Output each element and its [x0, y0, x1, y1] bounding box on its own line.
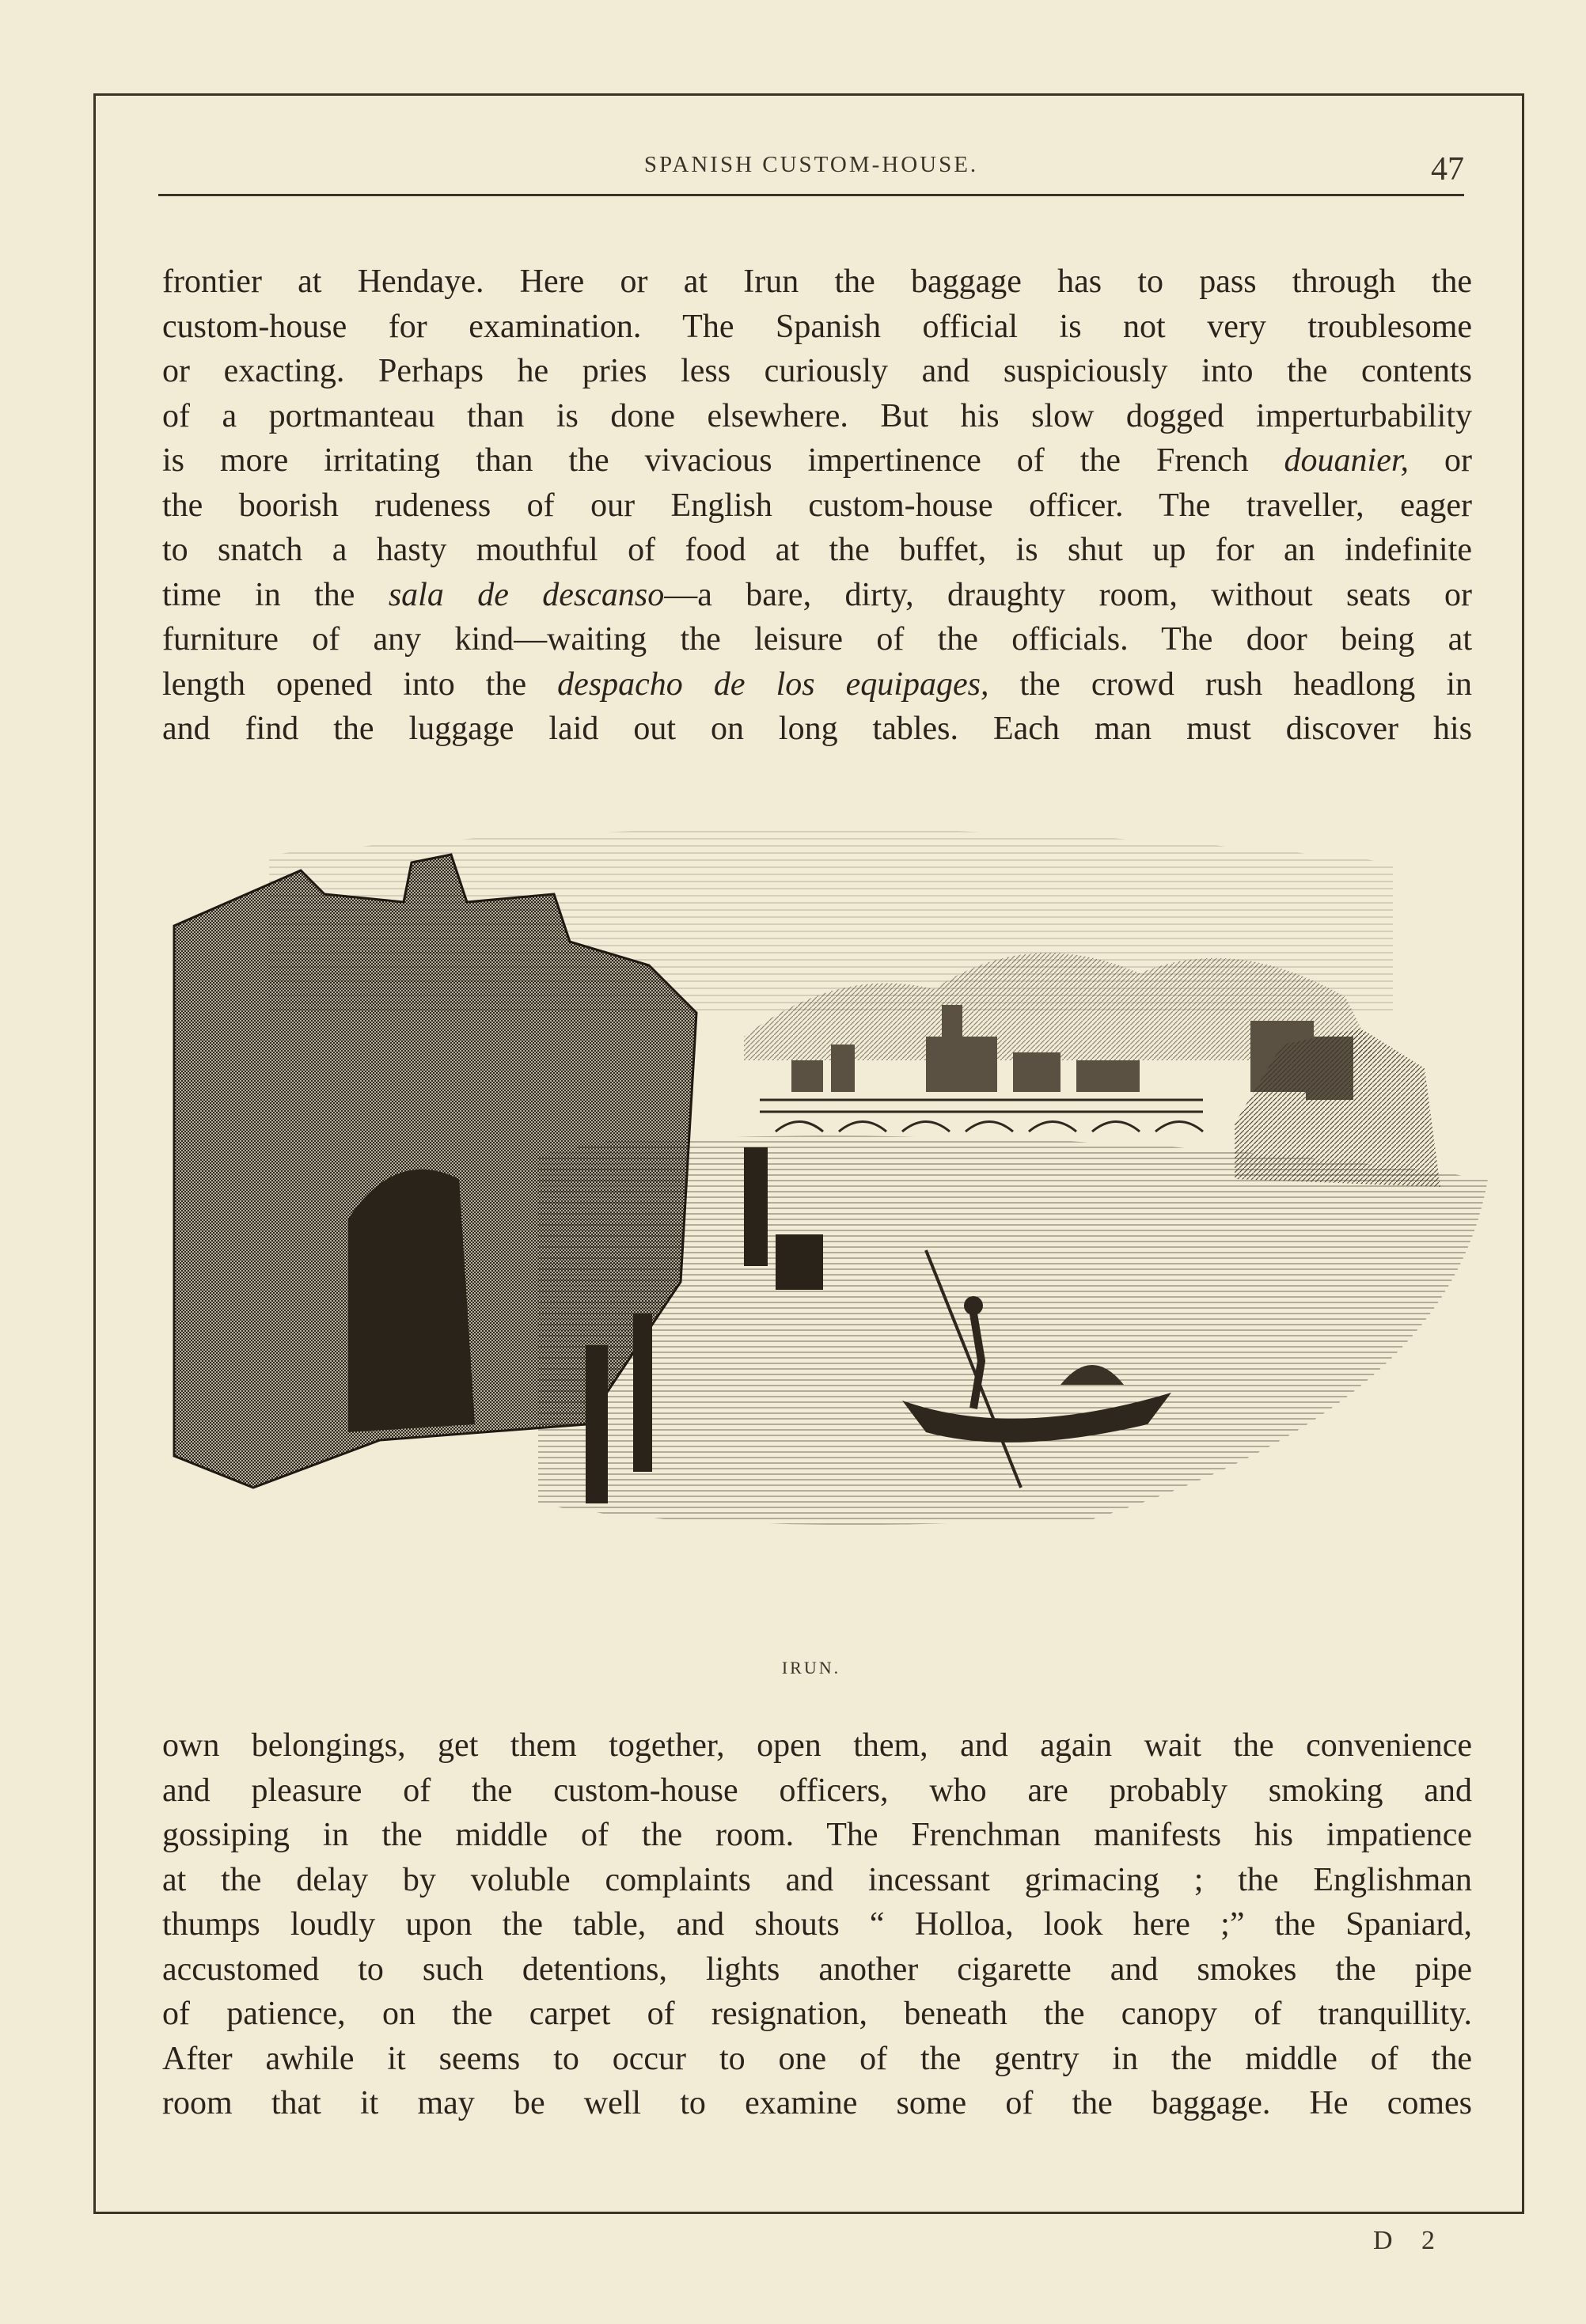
body-text-top	[162, 260, 1472, 752]
running-title: SPANISH CUSTOM-HOUSE.	[643, 152, 979, 177]
text-line: frontier at Hendaye. Here or at Irun the baggage has to pass through the	[162, 263, 1472, 300]
text-line: gossiping in the middle of the room. The Frenchman manifests his impatience	[162, 1817, 1472, 1853]
header-rule	[158, 194, 1464, 196]
text-line: of a portmanteau than is done elsewhere. But his slow dogged imperturbability	[162, 397, 1472, 434]
text-line: and find the luggage laid out on long tables. Each man must discover his	[162, 711, 1472, 747]
text-span: the crowd rush headlong in	[988, 665, 1472, 703]
engraving-irun	[142, 807, 1520, 1638]
text-line: to snatch a hasty mouthful of food at the buffet, is shut up for an indefinite	[162, 532, 1472, 568]
page-number: 47	[1431, 151, 1464, 188]
bridge	[760, 1100, 1203, 1132]
text-line: of patience, on the carpet of resignation, beneath the canopy of tranquillity.	[162, 1996, 1472, 2032]
body-text-bottom	[162, 1723, 1472, 2126]
text-line: own belongings, get them together, open them, and again wait the convenience	[162, 1727, 1472, 1764]
text-span: —a bare, dirty, draughty room, without seats or	[664, 576, 1472, 613]
text-line: custom-house for examination. The Spanish official is not very troublesome	[162, 308, 1472, 345]
text-line: furniture of any kind—waiting the leisure of the officials. The door being at	[162, 621, 1472, 658]
text-line: After awhile it seems to occur to one of the gentry in the middle of the	[162, 2040, 1472, 2077]
italic-term: sala de descanso	[388, 576, 665, 613]
signature-mark: D 2	[1373, 2226, 1447, 2255]
text-span: or	[1409, 442, 1472, 479]
text-line	[162, 438, 1472, 483]
text-line: the boorish rudeness of our English custom-house officer. The traveller, eager	[162, 487, 1472, 524]
running-head	[158, 142, 1464, 201]
text-line	[162, 662, 1472, 707]
text-span: length opened into the	[162, 665, 558, 703]
text-line: thumps loudly upon the table, and shouts “ Holloa, look here ;” the Spaniard,	[162, 1906, 1472, 1943]
text-span: is more irritating than the vivacious impertinence of the French	[162, 442, 1284, 479]
text-span: time in the	[162, 576, 389, 613]
text-line: or exacting. Perhaps he pries less curiously and suspiciously into the contents	[162, 353, 1472, 389]
text-line: room that it may be well to examine some of the baggage. He comes	[162, 2085, 1472, 2121]
text-line: at the delay by voluble complaints and incessant grimacing ; the Englishman	[162, 1861, 1472, 1898]
text-line: accustomed to such detentions, lights another cigarette and smokes the pipe	[162, 1951, 1472, 1988]
italic-term: douanier,	[1284, 442, 1410, 479]
illustration-caption: IRUN.	[781, 1658, 841, 1678]
text-line	[162, 573, 1472, 618]
text-line: and pleasure of the custom-house officers, who are probably smoking and	[162, 1772, 1472, 1809]
italic-term: despacho de los equipages,	[557, 665, 989, 703]
